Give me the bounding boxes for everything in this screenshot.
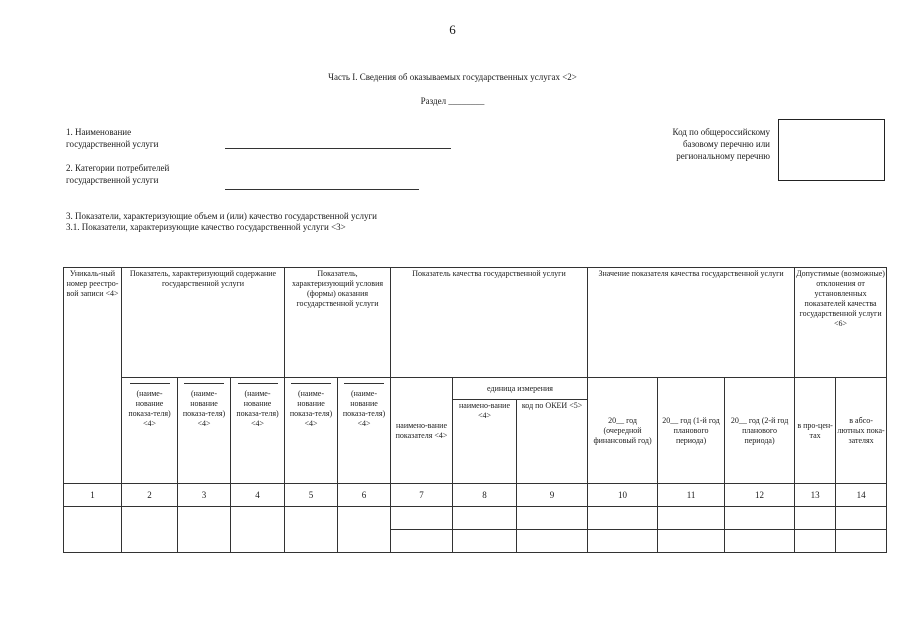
table-cell[interactable] <box>64 507 122 553</box>
subheader-indicator: (наиме-нование показа-теля) <4> <box>338 378 391 484</box>
subheader-percent: в про-цен-тах <box>795 378 836 484</box>
column-number: 10 <box>588 484 658 507</box>
header-content-indicator: Показатель, характеризующий содержание государственной услуги <box>122 268 285 378</box>
subheader-indicator: (наиме-нование показа-теля) <4> <box>178 378 231 484</box>
column-number: 9 <box>517 484 588 507</box>
subheader-year-2: 20__ год (1-й год планового периода) <box>658 378 725 484</box>
column-number: 5 <box>285 484 338 507</box>
code-label: Код по общероссийскому базовому перечню или региональному перечню <box>672 127 770 161</box>
field-consumers-label: 2. Категории потребителей государственной услуги <box>66 163 170 185</box>
field-service-name-label: 1. Наименование государственной услуги <box>66 127 159 149</box>
table-cell[interactable] <box>517 507 588 530</box>
subheader-indicator: (наиме-нование показа-теля) <4> <box>231 378 285 484</box>
field-service-name-line[interactable] <box>225 148 451 149</box>
table-cell[interactable] <box>122 507 178 553</box>
point-3: 3. Показатели, характеризующие объем и (или) качество государственной услуги 3.1. Показатели, характеризующие качество государственной услуги <3> <box>66 211 377 232</box>
subheader-unit-okei: код по ОКЕИ <5> <box>517 400 588 484</box>
column-numbers-row <box>64 484 887 507</box>
table-cell[interactable] <box>658 530 725 553</box>
column-number: 4 <box>231 484 285 507</box>
section-label: Раздел ________ <box>420 96 485 106</box>
header-quality-indicator: Показатель качества государственной услуги <box>391 268 588 378</box>
page-number: 6 <box>449 22 456 37</box>
subheader-indicator-name: наимено-вание показателя <4> <box>391 378 453 484</box>
table-cell[interactable] <box>391 507 453 530</box>
header-unique-number: Уникаль-ный номер реестро-вой записи <4> <box>64 268 122 484</box>
subheader-indicator: (наиме-нование показа-теля) <4> <box>122 378 178 484</box>
column-number: 14 <box>836 484 887 507</box>
table-cell[interactable] <box>836 507 887 530</box>
column-number: 11 <box>658 484 725 507</box>
subheader-unit-name: наимено-вание <4> <box>453 400 517 484</box>
table-cell[interactable] <box>795 530 836 553</box>
table-cell[interactable] <box>658 507 725 530</box>
table-cell[interactable] <box>391 530 453 553</box>
column-number: 12 <box>725 484 795 507</box>
subheader-year-3: 20__ год (2-й год планового периода) <box>725 378 795 484</box>
quality-table <box>63 267 887 553</box>
subheader-unit: единица измерения <box>453 378 588 400</box>
table-cell[interactable] <box>795 507 836 530</box>
table-cell[interactable] <box>836 530 887 553</box>
table-row <box>64 507 887 530</box>
table-cell[interactable] <box>725 530 795 553</box>
table-cell[interactable] <box>453 530 517 553</box>
subheader-year-1: 20__ год (очередной финансовый год) <box>588 378 658 484</box>
column-number: 2 <box>122 484 178 507</box>
table-cell[interactable] <box>588 507 658 530</box>
table-cell[interactable] <box>453 507 517 530</box>
header-deviation: Допустимые (возможные) отклонения от установленных показателей качества государственной услуги <6> <box>795 268 887 378</box>
table-cell[interactable] <box>517 530 588 553</box>
header-quality-value: Значение показателя качества государственной услуги <box>588 268 795 378</box>
table-cell[interactable] <box>285 507 338 553</box>
part-title: Часть I. Сведения об оказываемых государственных услугах <2> <box>328 72 577 82</box>
column-number: 6 <box>338 484 391 507</box>
table-cell[interactable] <box>231 507 285 553</box>
column-number: 3 <box>178 484 231 507</box>
table-cell[interactable] <box>588 530 658 553</box>
column-number: 7 <box>391 484 453 507</box>
table-cell[interactable] <box>338 507 391 553</box>
table-cell[interactable] <box>178 507 231 553</box>
header-conditions-indicator: Показатель, характеризующий условия (формы) оказания государственной услуги <box>285 268 391 378</box>
column-number: 8 <box>453 484 517 507</box>
column-number: 1 <box>64 484 122 507</box>
table-cell[interactable] <box>725 507 795 530</box>
subheader-indicator: (наиме-нование показа-теля) <4> <box>285 378 338 484</box>
field-consumers-line[interactable] <box>225 189 419 190</box>
column-number: 13 <box>795 484 836 507</box>
code-box[interactable] <box>778 119 885 181</box>
subheader-absolute: в абсо-лютных пока-зателях <box>836 378 887 484</box>
